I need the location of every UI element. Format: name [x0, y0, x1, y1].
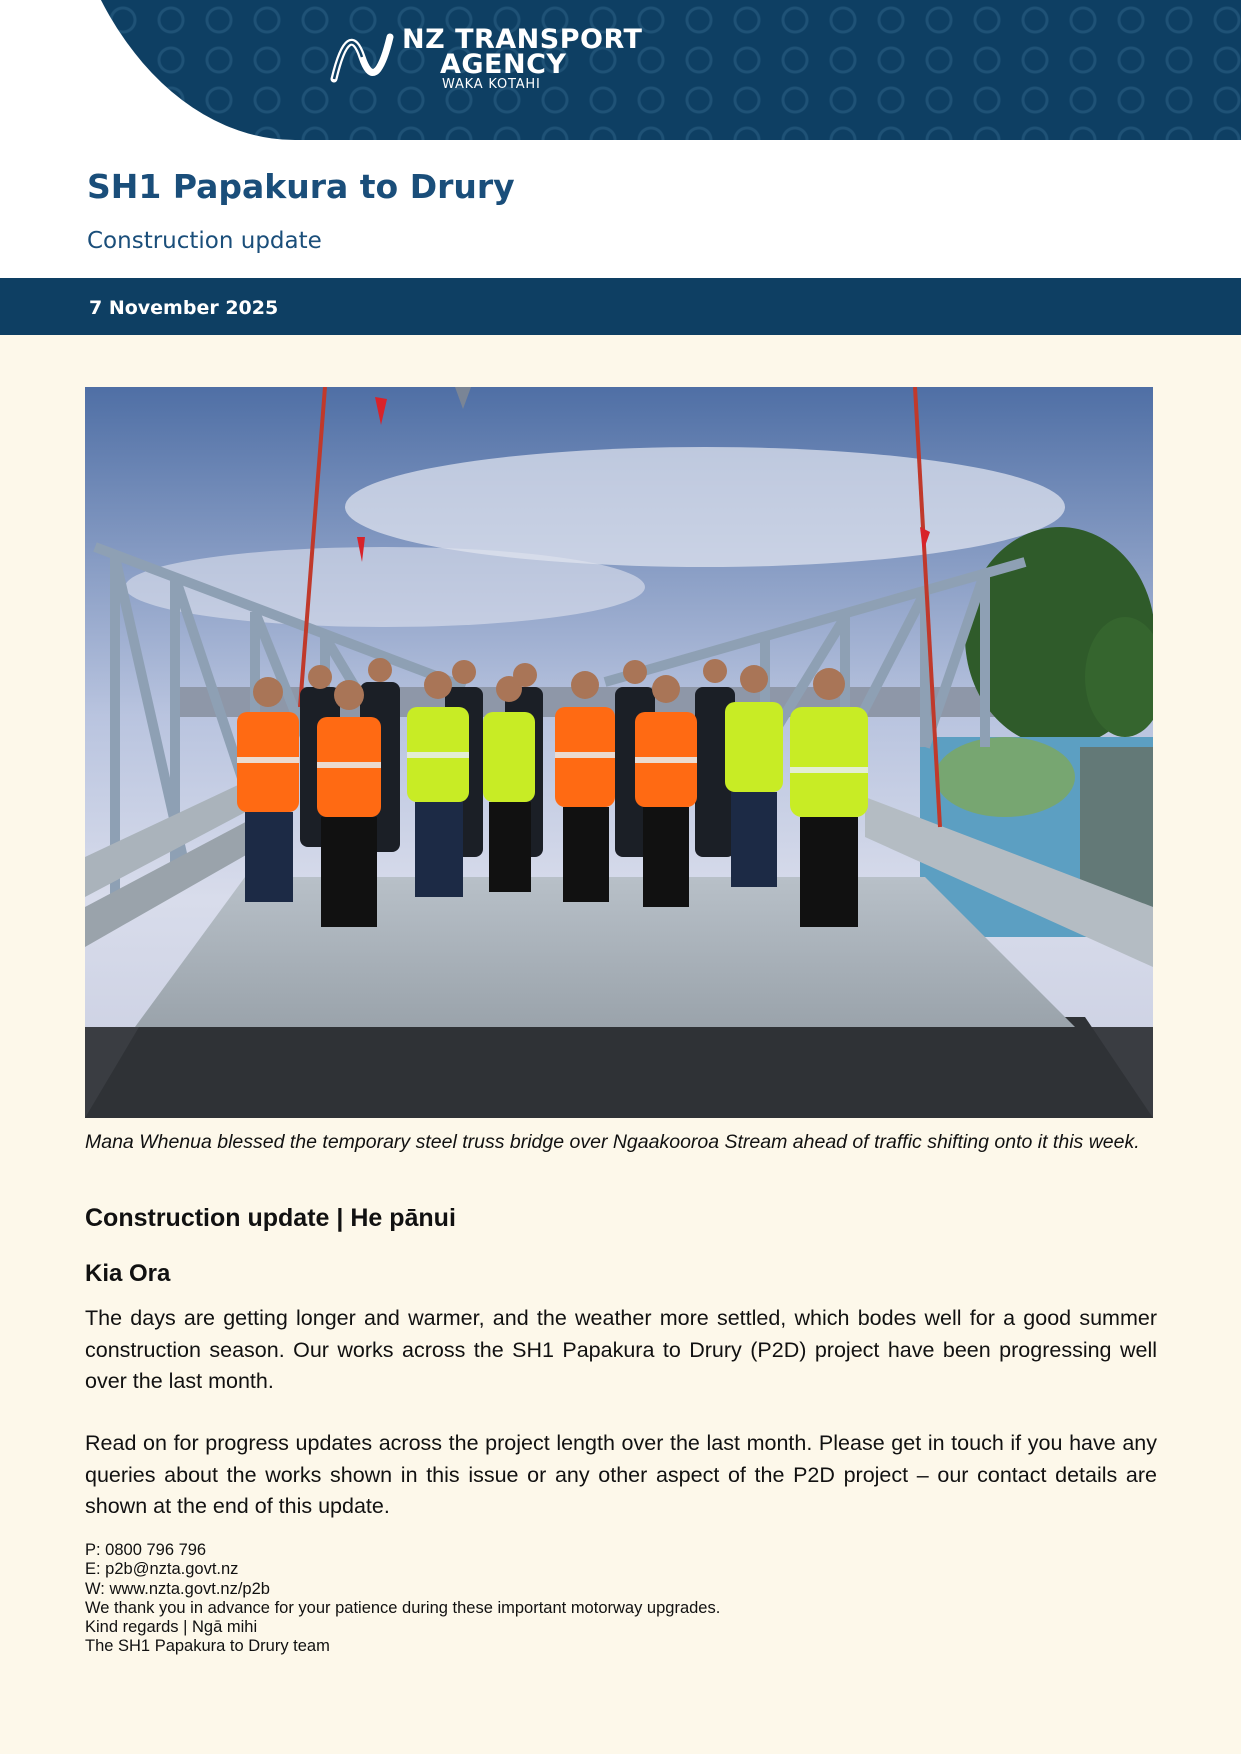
thanks-line: We thank you in advance for your patience during these important motorway upgrades.	[85, 1598, 721, 1617]
header-banner	[0, 0, 1241, 140]
date-bar	[0, 278, 1241, 335]
greeting-heading: Kia Ora	[85, 1260, 171, 1287]
nzta-wave-logo-icon	[330, 27, 394, 89]
issue-date: 7 November 2025	[89, 297, 279, 319]
bridge-photo	[85, 387, 1153, 1118]
logo-text-line2: AGENCY	[440, 48, 567, 80]
title-area	[0, 140, 1241, 278]
contact-email: E: p2b@nzta.govt.nz	[85, 1560, 239, 1579]
page-subtitle: Construction update	[87, 228, 322, 254]
bridge-photo-illustration	[85, 387, 1153, 1118]
contact-phone: P: 0800 796 796	[85, 1541, 207, 1559]
contact-block	[85, 1541, 720, 1657]
photo-caption: Mana Whenua blessed the temporary steel truss bridge over Ngaakooroa Stream ahead of traffic shifting onto it this week.	[85, 1131, 1140, 1153]
contact-website: W: www.nzta.govt.nz/p2b	[85, 1579, 270, 1598]
section-heading: Construction update | He pānui	[85, 1204, 456, 1232]
page-title: SH1 Papakura to Drury	[87, 167, 515, 206]
header-pattern	[55, 0, 1241, 140]
nzta-logo	[330, 22, 642, 94]
header-wave-shape	[55, 0, 1241, 140]
readon-paragraph: Read on for progress updates across the project length over the last month. Please get in touch if you have any queries about the works shown in this issue or any other aspect of the P2D project – our contact details are shown at the end of this update.	[85, 1431, 1157, 1518]
signoff-line: Kind regards | Ngā mihi	[85, 1618, 258, 1637]
logo-text-line3: WAKA KOTAHI	[442, 76, 541, 92]
team-line: The SH1 Papakura to Drury team	[85, 1637, 330, 1656]
intro-paragraph: The days are getting longer and warmer, and the weather more settled, which bodes well for a good summer construction season. Our works across the SH1 Papakura to Drury (P2D) project have been progressing well over the last month.	[85, 1306, 1157, 1393]
logo-text-line1: NZ TRANSPORT	[402, 23, 643, 55]
